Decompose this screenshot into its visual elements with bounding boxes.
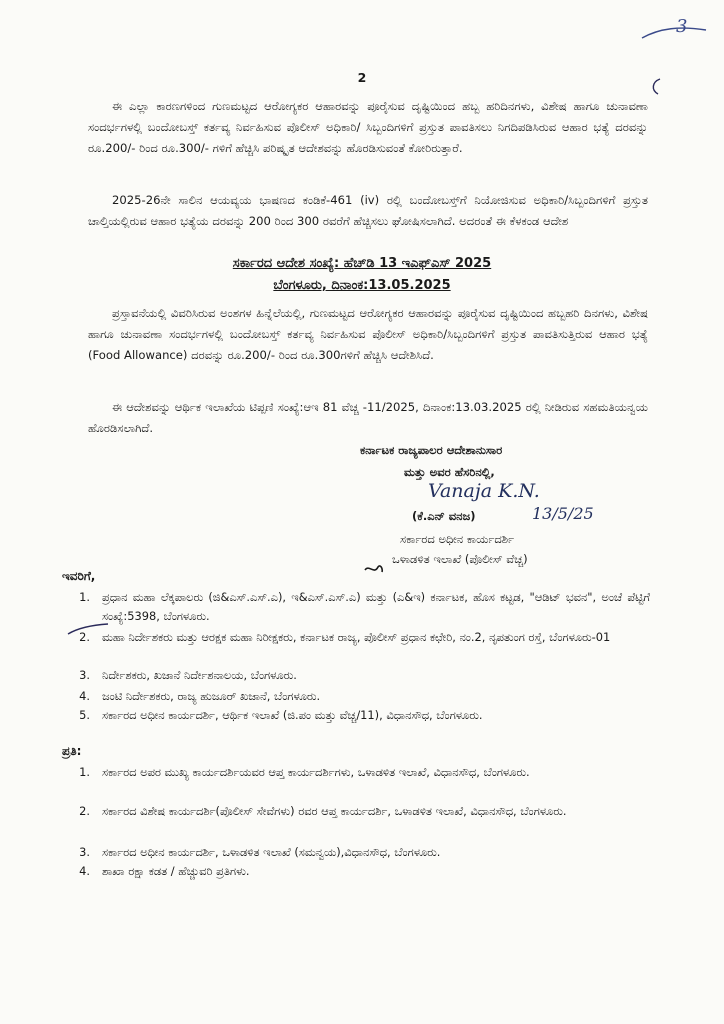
page-number: 2 [357,70,367,85]
recipient-number: 2. [79,630,90,644]
recipient-number: 4. [79,689,90,703]
copy-text: ಸರ್ಕಾರದ ಅಪರ ಮುಖ್ಯ ಕಾರ್ಯದರ್ಶಿಯವರ ಆಪ್ತ ಕಾರ್ಯದರ್ಶಿಗಳು, ಒಳಾಡಳಿತ ಇಲಾಖೆ, ವಿಧಾನಸೌಧ, ಬೆಂಗಳೂರು. [102,765,530,779]
copy-number: 1. [79,765,90,779]
paragraph-order: ಪ್ರಸ್ತಾವನೆಯಲ್ಲಿ ವಿವರಿಸಿರುವ ಅಂಶಗಳ ಹಿನ್ನೆಲೆಯಲ್ಲಿ, ಗುಣಮಟ್ಟದ ಆರೋಗ್ಯಕರ ಆಹಾರವನ್ನು ಪೂರೈಸುವ ದೃಷ್ಟಿಯಿಂದ ಹಬ್ಬಹರಿ ದಿನಗಳು, ವಿಶೇಷ ಹಾಗೂ ಚುನಾವಣಾ ಸಂದರ್ಭಗಳಲ್ಲಿ ಬಂದೋಬಸ್ತ್ ಕರ್ತವ್ಯ ನಿರ್ವಹಿಸುವ ಪೊಲೀಸ್ ಅಧಿಕಾರಿ/ಸಿಬ್ಬಂದಿಗಳಿಗೆ ಪ್ರಸ್ತುತ ಪಾವತಿಸುತ್ತಿರುವ ಆಹಾರ ಭತ್ಯೆ (Food Allowance) ದರವನ್ನು ರೂ.200/- ರಿಂದ ರೂ.300ಗಳಿಗೆ ಹೆಚ್ಚಿಸಿ ಆದೇಶಿಸಿದೆ. [88,306,648,362]
copy-text: ಸರ್ಕಾರದ ವಿಶೇಷ ಕಾರ್ಯದರ್ಶಿ(ಪೊಲೀಸ್ ಸೇವೆಗಳು) ರವರ ಆಪ್ತ ಕಾರ್ಯದರ್ಶಿ, ಒಳಾಡಳಿತ ಇಲಾಖೆ, ವಿಧಾನಸೌಧ, ಬೆಂಗಳೂರು. [102,804,567,818]
signature-line-name-of: ಮತ್ತು ಅವರ ಹೆಸರಿನಲ್ಲಿ, [404,465,495,479]
initial-scribble [362,560,386,578]
copy-number: 2. [79,804,90,818]
copy-number: 3. [79,845,90,859]
recipient-number: 1. [79,590,90,604]
recipient-text: ಸರ್ಕಾರದ ಅಧೀನ ಕಾರ್ಯದರ್ಶಿ, ಆರ್ಥಿಕ ಇಲಾಖೆ (ಜಿ.ಪಂ ಮತ್ತು ವೆಚ್ಚ/11), ವಿಧಾನಸೌಧ, ಬೆಂಗಳೂರು. [102,708,483,722]
handwritten-date: 13/5/25 [532,504,594,523]
order-number-title: ಸರ್ಕಾರದ ಆದೇಶ ಸಂಖ್ಯೆ: ಹೆಚ್‌ಡಿ 13 ಇಎಫ್ಎಸ್ 2025 [232,256,492,271]
handwritten-signature: Vanaja K.N. [428,480,540,502]
copy-number: 4. [79,864,90,878]
recipient-text: ಜಂಟಿ ನಿರ್ದೇಶಕರು, ರಾಜ್ಯ ಹುಜೂರ್ ಖಜಾನೆ, ಬೆಂಗಳೂರು. [102,689,321,703]
recipient-text: ಪ್ರಧಾನ ಮಹಾ ಲೆಕ್ಕಪಾಲರು (ಜಿ&ಎಸ್.ಎಸ್.ಎ), ಇ&ಎಸ್.ಎಸ್.ಎ) ಮತ್ತು (ಎ&ಇ) ಕರ್ನಾಟಕ, ಹೊಸ ಕಟ್ಟಡ, "ಆಡಿಟ್ ಭವನ", ಅಂಚೆ ಪೆಟ್ಟಿಗೆ ಸಂಖ್ಯೆ:5398, ಬೆಂಗಳೂರು. [102,590,650,623]
corner-scribble [640,22,710,42]
recipients-label: ಇವರಿಗೆ, [62,569,96,583]
order-date-title: ಬೆಂಗಳೂರು, ದಿನಾಂಕ:13.05.2025 [273,278,451,293]
recipient-text: ನಿರ್ದೇಶಕರು, ಖಜಾನೆ ನಿರ್ದೇಶನಾಲಯ, ಬೆಂಗಳೂರು. [102,668,297,682]
corner-page-mark: 3 [676,16,688,37]
copy-text: ಸರ್ಕಾರದ ಅಧೀನ ಕಾರ್ಯದರ್ಶಿ, ಒಳಾಡಳಿತ ಇಲಾಖೆ (ಸಮನ್ವಯ),ವಿಧಾನಸೌಧ, ಬೆಂಗಳೂರು. [102,845,441,859]
signatory-name: (ಕೆ.ಎನ್ ವನಜ) [412,509,476,523]
paragraph-reason: ಈ ಎಲ್ಲಾ ಕಾರಣಗಳಿಂದ ಗುಣಮಟ್ಟದ ಆರೋಗ್ಯಕರ ಆಹಾರವನ್ನು ಪೂರೈಸುವ ದೃಷ್ಟಿಯಿಂದ ಹಬ್ಬ ಹರಿದಿನಗಳು, ವಿಶೇಷ ಹಾಗೂ ಚುನಾವಣಾ ಸಂದರ್ಭಗಳಲ್ಲಿ ಬಂದೋಬಸ್ತ್ ಕರ್ತವ್ಯ ನಿರ್ವಹಿಸುವ ಪೊಲೀಸ್ ಅಧಿಕಾರಿ/ ಸಿಬ್ಬಂದಿಗಳಿಗೆ ಪ್ರಸ್ತುತ ಪಾವತಿಸಲು ನಿಗದಿಪಡಿಸಿರುವ ಆಹಾರ ಭತ್ಯೆ ದರವನ್ನು ರೂ.200/- ರಿಂದ ರೂ.300/- ಗಳಿಗೆ ಹೆಚ್ಚಿಸಿ ಪರಿಷ್ಕೃತ ಆದೇಶವನ್ನು ಹೊರಡಿಸುವಂತೆ ಕೋರಿರುತ್ತಾರೆ. [88,99,648,155]
signature-line-governor: ಕರ್ನಾಟಕ ರಾಜ್ಯಪಾಲರ ಆದೇಶಾನುಸಾರ [360,443,503,457]
recipient-text: ಮಹಾ ನಿರ್ದೇಶಕರು ಮತ್ತು ಆರಕ್ಷಕ ಮಹಾ ನಿರೀಕ್ಷಕರು, ಕರ್ನಾಟಕ ರಾಜ್ಯ, ಪೊಲೀಸ್ ಪ್ರಧಾನ ಕಛೇರಿ, ನಂ.2, ನೃಪತುಂಗ ರಸ್ತೆ, ಬೆಂಗಳೂರು-01 [102,630,611,644]
paragraph-budget: 2025-26ನೇ ಸಾಲಿನ ಆಯವ್ಯಯ ಭಾಷಣದ ಕಂಡಿಕೆ-461 (iv) ರಲ್ಲಿ ಬಂದೋಬಸ್ತ್‌ಗೆ ನಿಯೋಜಿಸುವ ಅಧಿಕಾರಿ/ಸಿಬ್ಬಂದಿಗಳಿಗೆ ಪ್ರಸ್ತುತ ಚಾಲ್ತಿಯಲ್ಲಿರುವ ಆಹಾರ ಭತ್ಯೆಯ ದರವನ್ನು 200 ರಿಂದ 300 ರವರೆಗೆ ಹೆಚ್ಚಿಸಲು ಘೋಷಿಸಲಾಗಿದೆ. ಅದರಂತೆ ಈ ಕೆಳಕಂಡ ಆದೇಶ [88,193,648,228]
signatory-department: ಒಳಾಡಳಿತ ಇಲಾಖೆ (ಪೊಲೀಸ್ ವೆಚ್ಚ) [392,552,528,566]
copies-label: ಪ್ರತಿ: [62,744,82,758]
recipient-number: 3. [79,668,90,682]
recipient-number: 5. [79,708,90,722]
signatory-designation: ಸರ್ಕಾರದ ಅಧೀನ ಕಾರ್ಯದರ್ಶಿ [400,532,515,546]
tick-mark [66,622,110,640]
copy-text: ಶಾಖಾ ರಕ್ಷಾ ಕಡತ / ಹೆಚ್ಚುವರಿ ಪ್ರತಿಗಳು. [102,864,250,878]
paragraph-finance-consent: ಈ ಆದೇಶವನ್ನು ಆರ್ಥಿಕ ಇಲಾಖೆಯ ಟಿಪ್ಪಣಿ ಸಂಖ್ಯೆ:ಆಇ 81 ವೆಚ್ಚ -11/2025, ದಿನಾಂಕ:13.03.2025 ರಲ್ಲಿ ನೀಡಿರುವ ಸಹಮತಿಯನ್ವಯ ಹೊರಡಿಸಲಾಗಿದೆ. [88,400,648,435]
